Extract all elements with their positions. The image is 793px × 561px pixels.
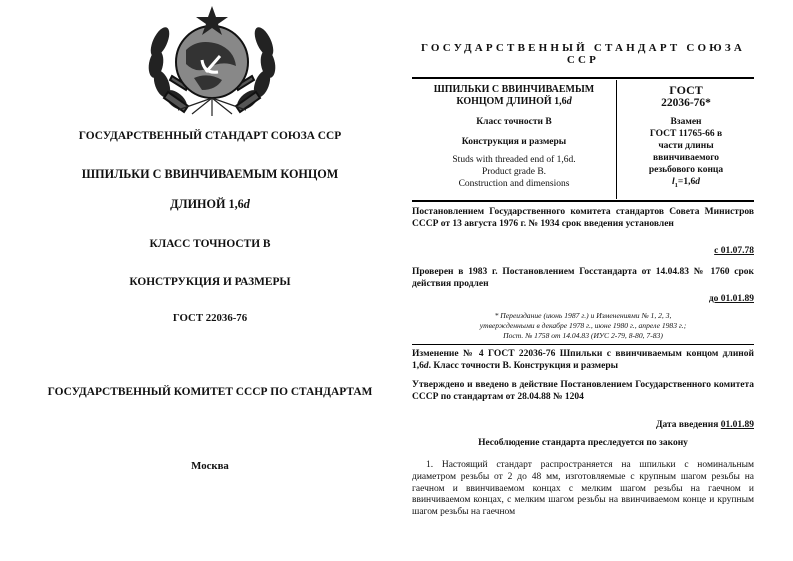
gost-label: ГОСТ	[669, 83, 703, 97]
replace-formula: $l_1=1,6d$	[672, 177, 700, 189]
reissue-note-line2: утвержденными в декабре 1978 г., июне 1980 г., апреле 1983 г.;	[479, 321, 687, 330]
state-emblem	[138, 2, 286, 120]
right-construction: Конструкция и размеры	[461, 137, 567, 147]
decree-text: Постановлением Государственного комитета стандартов Совета Министров СССР от 13 августа 1976 г. № 1934 срок введения установлен	[412, 207, 754, 229]
left-gost: ГОСТ 22036-76	[172, 312, 248, 324]
replace-line2: части длины	[658, 141, 714, 151]
right-header: ГОСУДАРСТВЕННЫЙ СТАНДАРТ СОЮЗА ССР	[420, 42, 746, 66]
english-line1: Studs with threaded end of 1,6d.	[452, 155, 576, 165]
replace-line4: резьбового конца	[648, 165, 724, 175]
reissue-note-line1: * Переиздание (июнь 1987 г.) и Изменениями № 1, 2, 3,	[494, 311, 672, 320]
left-title-line1: ШПИЛЬКИ С ВВИНЧИВАЕМЫМ КОНЦОМ	[81, 167, 339, 181]
change-title: Изменение № 4 ГОСТ 22036-76 Шпильки с ввинчиваемым концом длиной 1,6d. Класс точности В. Конструкция и размеры	[412, 349, 754, 371]
column-divider	[616, 80, 617, 199]
left-accuracy: КЛАСС ТОЧНОСТИ В	[149, 238, 271, 250]
section-rule	[412, 200, 754, 202]
header-rule	[412, 77, 754, 79]
approved-text: Утверждено и введено в действие Постановлением Государственного комитета СССР по стандартам от 28.04.88 № 1204	[412, 380, 754, 402]
clause-1: 1. Настоящий стандарт распространяется на шпильки с номинальным диаметром резьбы от 2 до 48 мм, изготовляемые с крупным шагом резьбы на гаечном и ввинчиваемом концах с мелким шагом резьбы на гаечном и ввинчиваемом концах, с мелким шагом резьбы на ввинчиваемом конце и крупным шагом резьбы на гаечном	[412, 460, 754, 518]
gost-number: 22036-76*	[661, 97, 711, 109]
checked-text: Проверен в 1983 г. Постановлением Госстандарта от 14.04.83 № 1760 срок действия продлен	[412, 267, 754, 289]
right-title-line2: КОНЦОМ ДЛИНОЙ 1,6d	[456, 96, 572, 107]
replace-line3: ввинчиваемого	[652, 153, 720, 163]
left-title-line2: ДЛИНОЙ 1,6d	[170, 197, 250, 211]
right-title-line1: ШПИЛЬКИ С ВВИНЧИВАЕМЫМ	[433, 84, 595, 95]
left-heading: ГОСУДАРСТВЕННЫЙ СТАНДАРТ СОЮЗА ССР	[78, 130, 342, 142]
replace-line1: ГОСТ 11765-66 в	[649, 129, 723, 139]
law-notice: Несоблюдение стандарта преследуется по закону	[478, 438, 688, 448]
left-city: Москва	[191, 460, 229, 472]
intro-date: Дата введения 01.01.89	[655, 420, 754, 430]
english-line2: Product grade B.	[481, 167, 547, 177]
reissue-note-line3: Пост. № 1758 от 14.04.83 (ИУС 2-79, 8-80, 7-83)	[503, 331, 663, 340]
left-construction: КОНСТРУКЦИЯ И РАЗМЕРЫ	[129, 276, 291, 288]
decree-date: с 01.07.78	[714, 246, 754, 256]
change-rule	[412, 344, 754, 345]
replace-label: Взамен	[670, 117, 702, 127]
right-accuracy: Класс точности B	[476, 117, 552, 127]
english-line3: Construction and dimensions	[458, 179, 570, 189]
checked-date: до 01.01.89	[708, 294, 754, 304]
left-committee: ГОСУДАРСТВЕННЫЙ КОМИТЕТ СССР ПО СТАНДАРТАМ	[47, 386, 373, 398]
